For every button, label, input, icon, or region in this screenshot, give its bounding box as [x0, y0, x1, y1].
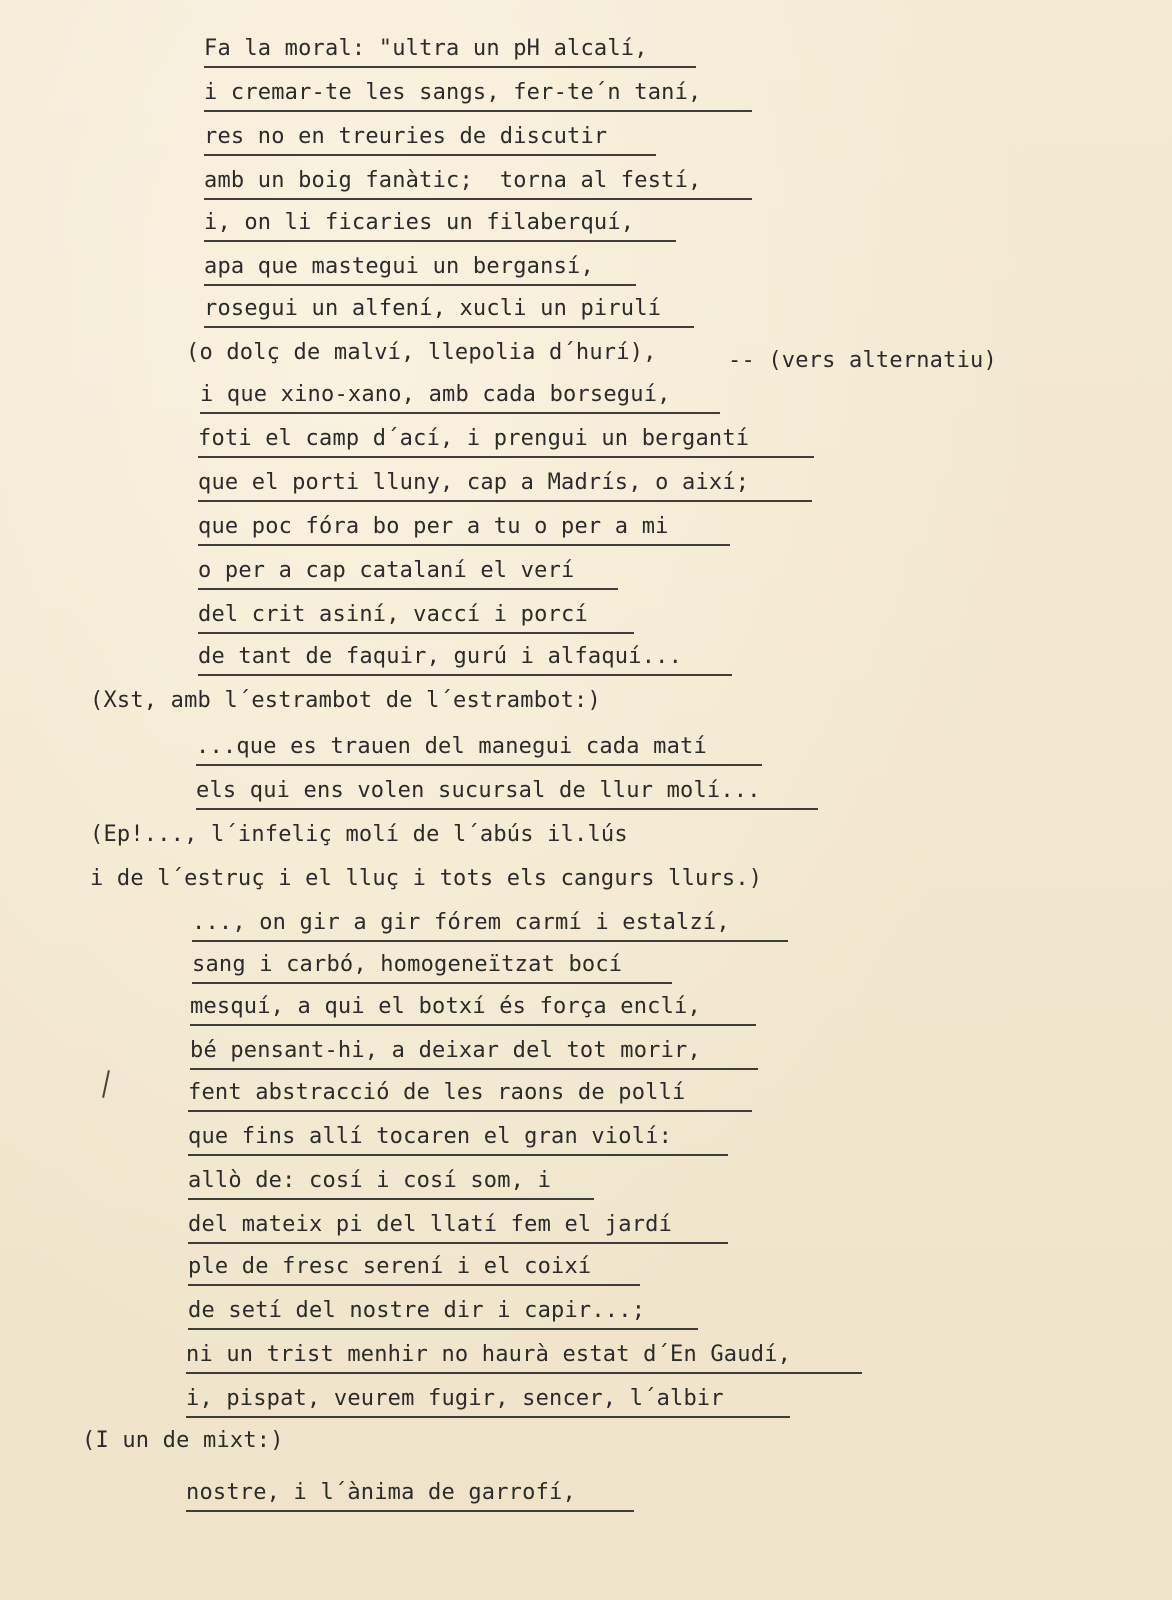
poem-line: i cremar-te les sangs, fer-te´n taní,: [204, 80, 702, 105]
poem-line: amb un boig fanàtic; torna al festí,: [204, 168, 702, 193]
section-note: i de l´estruç i el lluç i tots els cangurs llurs.): [90, 866, 763, 891]
poem-line: del mateix pi del llatí fem el jardí: [188, 1212, 673, 1237]
poem-line: apa que mastegui un bergansí,: [204, 254, 594, 279]
section-note: (I un de mixt:): [82, 1428, 284, 1453]
poem-line: bé pensant-hi, a deixar del tot morir,: [190, 1038, 701, 1063]
poem-line: nostre, i l´ànima de garrofí,: [186, 1480, 576, 1505]
underline: [196, 764, 762, 766]
alternative-verse-note: -- (vers alternatiu): [728, 348, 997, 373]
poem-line: fent abstracció de les raons de pollí: [188, 1080, 686, 1105]
underline: [188, 1328, 698, 1330]
poem-line: Fa la moral: "ultra un pH alcalí,: [204, 36, 648, 61]
poem-line: res no en treuries de discutir: [204, 124, 608, 149]
underline: [198, 674, 732, 676]
underline: [204, 240, 676, 242]
section-note: (Ep!..., l´infeliç molí de l´abús il.lús: [90, 822, 628, 847]
poem-line: ...que es trauen del manegui cada matí: [196, 734, 707, 759]
underline: [200, 412, 720, 414]
underline: [188, 1284, 640, 1286]
underline: [196, 808, 818, 810]
poem-line: de setí del nostre dir i capir...;: [188, 1298, 646, 1323]
poem-line: i, pispat, veurem fugir, sencer, l´albir: [186, 1386, 724, 1411]
poem-line: foti el camp d´ací, i prengui un bergantí: [198, 426, 750, 451]
poem-line: que poc fóra bo per a tu o per a mi: [198, 514, 669, 539]
underline: [186, 1372, 862, 1374]
underline: [198, 632, 634, 634]
poem-line: i, on li ficaries un filaberquí,: [204, 210, 635, 235]
poem-line: rosegui un alfení, xucli un pirulí: [204, 296, 662, 321]
poem-line: sang i carbó, homogeneïtzat bocí: [192, 952, 623, 977]
underline: [198, 500, 812, 502]
underline: [204, 110, 752, 112]
underline: [188, 1154, 728, 1156]
underline: [186, 1416, 790, 1418]
underline: [204, 284, 636, 286]
underline: [198, 588, 618, 590]
underline: [204, 326, 694, 328]
underline: [190, 1068, 758, 1070]
underline: [188, 1242, 728, 1244]
poem-line: ni un trist menhir no haurà estat d´En Gaudí,: [186, 1342, 792, 1367]
section-note: (Xst, amb l´estrambot de l´estrambot:): [90, 688, 601, 713]
poem-line: que el porti lluny, cap a Madrís, o així;: [198, 470, 750, 495]
underline: [188, 1110, 752, 1112]
poem-line: ..., on gir a gir fórem carmí i estalzí,: [192, 910, 730, 935]
underline: [186, 1510, 634, 1512]
poem-line: mesquí, a qui el botxí és força enclí,: [190, 994, 701, 1019]
poem-line: ple de fresc serení i el coixí: [188, 1254, 592, 1279]
underline: [198, 456, 814, 458]
underline: [198, 544, 730, 546]
poem-line: (o dolç de malví, llepolia d´hurí),: [186, 340, 657, 365]
underline: [190, 1024, 756, 1026]
underline: [204, 66, 696, 68]
poem-line: del crit asiní, vaccí i porcí: [198, 602, 588, 627]
poem-line: o per a cap catalaní el verí: [198, 558, 575, 583]
underline: [192, 982, 672, 984]
poem-line: i que xino-xano, amb cada borseguí,: [200, 382, 671, 407]
poem-line: de tant de faquir, gurú i alfaquí...: [198, 644, 683, 669]
pen-mark: [102, 1070, 110, 1098]
underline: [188, 1198, 594, 1200]
poem-line: allò de: cosí i cosí som, i: [188, 1168, 552, 1193]
poem-line: que fins allí tocaren el gran violí:: [188, 1124, 673, 1149]
underline: [204, 154, 656, 156]
underline: [204, 198, 752, 200]
underline: [192, 940, 788, 942]
poem-line: els qui ens volen sucursal de llur molí...: [196, 778, 761, 803]
